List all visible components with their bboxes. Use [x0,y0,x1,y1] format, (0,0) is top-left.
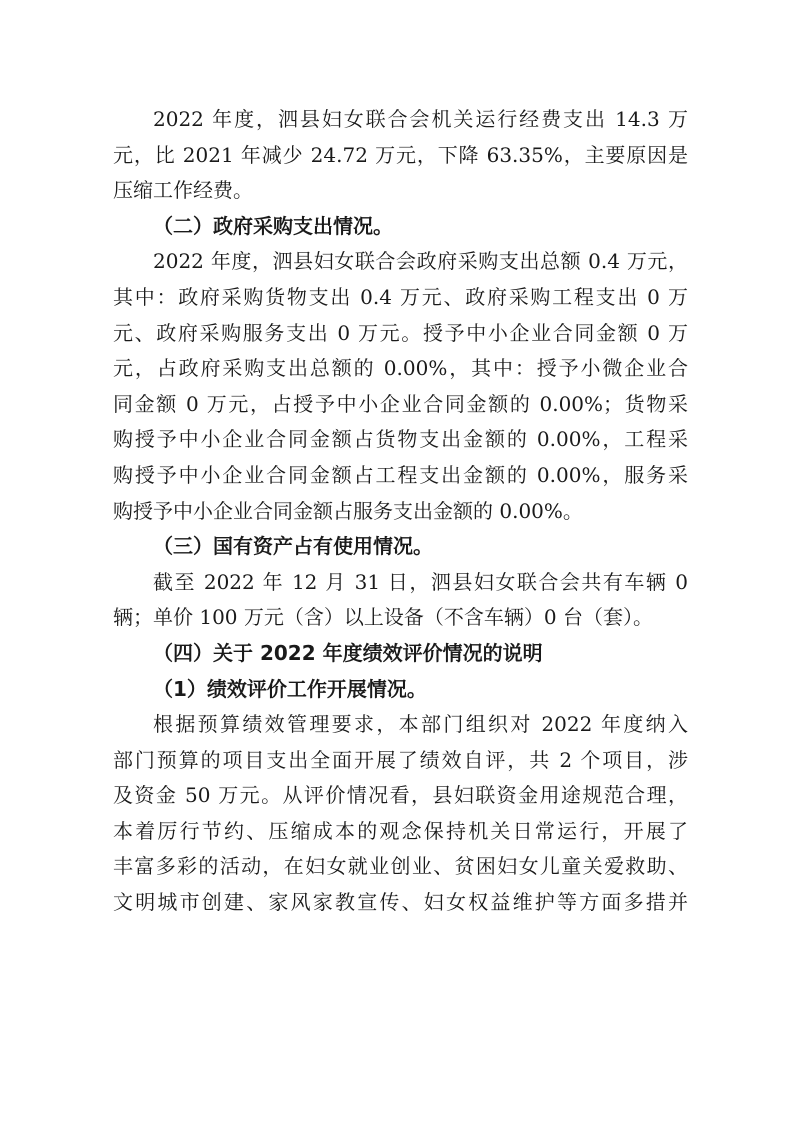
text-line: 压缩工作经费。 [113,178,253,203]
paragraph-assets [113,565,688,636]
text-line: 同金额 0 万元，占授予中小企业合同金额的 0.00%；货物采 [113,391,688,416]
paragraph-procurement [113,244,688,529]
text-line: 本着厉行节约、压缩成本的观念保持机关日常运行，开展了 [113,818,688,843]
text-line: 根据预算绩效管理要求，本部门组织对 2022 年度纳入 [153,712,688,737]
text-line: 购授予中小企业合同金额占工程支出金额的 0.00%，服务采 [113,462,688,487]
text-line: 2022 年度，泗县妇女联合会机关运行经费支出 14.3 万 [153,107,688,131]
text-line: 购授予中小企业合同金额占服务支出金额的 0.00%。 [113,498,583,523]
text-line: 其中：政府采购货物支出 0.4 万元、政府采购工程支出 0 万 [113,284,688,309]
text-line: 元，占政府采购支出总额的 0.00%，其中：授予小微企业合 [113,356,688,381]
text-line: 元，比 2021 年减少 24.72 万元，下降 63.35%，主要原因是 [113,142,688,167]
text-line: 部门预算的项目支出全面开展了绩效自评，共 2 个项目，涉 [113,747,688,772]
text-line: 2022 年度，泗县妇女联合会政府采购支出总额 0.4 万元， [153,249,688,274]
text-line: 文明城市创建、家风家教宣传、妇女权益维护等方面多措并 [113,890,688,915]
text-line: 购授予中小企业合同金额占货物支出金额的 0.00%，工程采 [113,427,688,452]
section-heading-performance: （四）关于 2022 年度绩效评价情况的说明 [153,640,543,665]
text-line: 丰富多彩的活动，在妇女就业创业、贫困妇女儿童关爱救助、 [113,854,688,879]
paragraph-operating-expenses [113,102,688,209]
section-heading-assets: （三）国有资产占有使用情况。 [153,534,433,559]
document-body [113,102,688,921]
text-line: 及资金 50 万元。从评价情况看，县妇联资金用途规范合理， [113,783,688,808]
text-line: 截至 2022 年 12 月 31 日，泗县妇女联合会共有车辆 0 [153,569,688,594]
text-line: 元、政府采购服务支出 0 万元。授予中小企业合同金额 0 万 [113,320,688,345]
subsection-heading-evaluation: （1）绩效评价工作开展情况。 [153,676,427,701]
text-line: 辆；单价 100 万元（含）以上设备（不含车辆）0 台（套）。 [113,605,653,630]
paragraph-evaluation [113,707,688,921]
section-heading-procurement: （二）政府采购支出情况。 [153,213,393,238]
